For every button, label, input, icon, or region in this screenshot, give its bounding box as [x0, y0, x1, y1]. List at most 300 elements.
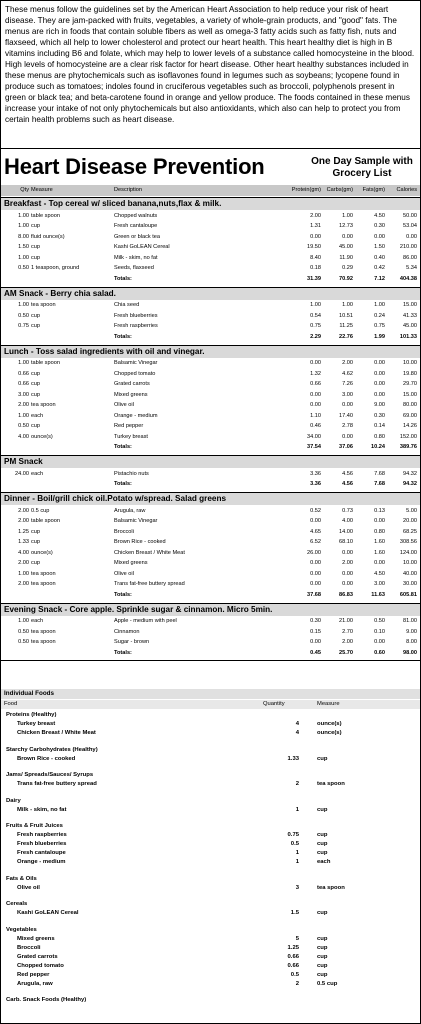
item-measure: cup — [317, 953, 328, 960]
cell-fats: 0.42 — [374, 265, 385, 271]
item-name: Kashi GoLEAN Cereal — [17, 910, 79, 916]
cell-protein: 0.00 — [310, 570, 321, 577]
cell-qty: 2.00 — [18, 581, 29, 587]
cell-carbs: 0.00 — [342, 549, 353, 556]
totals-label: Totals: — [114, 649, 132, 656]
cell-calories: 19.80 — [403, 370, 417, 377]
total-carbs: 86.83 — [339, 591, 353, 598]
cell-protein: 1.32 — [310, 370, 321, 377]
cell-carbs: 3.00 — [342, 391, 353, 398]
cell-qty: 1.33 — [18, 539, 29, 545]
cell-measure: ounce(s) — [31, 549, 53, 556]
meal-section-title: Dinner - Boil/grill chick oil.Potato w/spread. Salad greens — [1, 492, 420, 505]
meal-section-title: PM Snack — [1, 455, 420, 468]
cell-measure: cup — [31, 381, 41, 387]
cell-fats: 1.60 — [374, 539, 385, 545]
cell-fats: 7.68 — [374, 470, 385, 477]
cell-protein: 0.18 — [310, 265, 321, 271]
item-measure: cup — [317, 806, 328, 813]
cell-description: Olive oil — [114, 570, 134, 577]
cell-carbs: 2.70 — [342, 628, 353, 635]
cell-carbs: 68.10 — [339, 539, 353, 545]
food-category — [1, 797, 420, 806]
total-fats: 1.99 — [374, 333, 385, 340]
item-measure: cup — [317, 850, 328, 856]
cell-fats: 0.00 — [374, 639, 385, 645]
total-fats: 7.68 — [374, 481, 385, 487]
cell-fats: 9.00 — [374, 402, 385, 408]
cell-carbs: 21.00 — [339, 618, 353, 624]
cell-measure: cup — [31, 560, 41, 566]
item-name: Orange - medium — [17, 859, 66, 865]
food-row — [1, 569, 420, 580]
cell-fats: 1.60 — [374, 549, 385, 556]
cell-calories: 86.00 — [403, 254, 417, 261]
food-row — [1, 432, 420, 443]
cell-calories: 152.00 — [399, 433, 417, 440]
cell-measure: tea spoon — [31, 581, 56, 587]
food-row — [1, 263, 420, 274]
col-measure: Measure — [31, 187, 53, 193]
cell-fats: 0.00 — [374, 560, 385, 566]
cell-calories: 53.04 — [403, 223, 417, 229]
cell-protein: 1.00 — [310, 302, 321, 308]
grocery-item — [1, 840, 420, 849]
cell-measure: each — [31, 412, 44, 419]
cell-measure: cup — [31, 223, 41, 229]
col-fats: Fats(gm) — [362, 187, 385, 193]
item-name: Mixed greens — [17, 935, 55, 942]
item-quantity: 3 — [295, 884, 299, 891]
item-measure: cup — [317, 962, 328, 969]
food-category — [1, 926, 420, 935]
total-calories: 605.81 — [399, 591, 417, 598]
item-measure: cup — [317, 944, 328, 951]
cell-fats: 0.80 — [374, 433, 385, 440]
item-name: Brown Rice - cooked — [17, 755, 76, 762]
cell-fats: 0.24 — [374, 312, 385, 319]
cell-measure: cup — [31, 254, 41, 261]
grocery-item — [1, 780, 420, 789]
item-quantity: 1 — [295, 850, 299, 856]
cell-description: Orange - medium — [114, 412, 158, 419]
food-row — [1, 242, 420, 253]
cell-carbs: 11.25 — [339, 323, 353, 329]
grocery-item — [1, 729, 420, 738]
cell-protein: 0.00 — [310, 518, 321, 524]
cell-measure: tea spoon — [31, 570, 56, 577]
page-subtitle: One Day Sample with Grocery List — [311, 156, 413, 179]
cell-protein: 0.75 — [310, 323, 321, 329]
food-row — [1, 637, 420, 648]
cell-protein: 0.46 — [310, 423, 321, 429]
cell-carbs: 14.00 — [339, 528, 353, 535]
cell-fats: 0.00 — [374, 360, 385, 366]
cell-calories: 10.00 — [403, 560, 417, 566]
cell-protein: 8.40 — [310, 254, 321, 261]
cell-carbs: 2.00 — [342, 360, 353, 366]
cell-measure: 1 teaspoon, ground — [31, 265, 80, 271]
grocery-item — [1, 962, 420, 971]
cell-qty: 1.00 — [18, 212, 29, 219]
cell-fats: 0.10 — [374, 628, 385, 635]
cell-measure: cup — [31, 528, 41, 535]
cell-carbs: 2.00 — [342, 639, 353, 645]
cell-qty: 0.66 — [18, 381, 29, 387]
cell-measure: tea spoon — [31, 402, 56, 408]
food-row — [1, 390, 420, 401]
cell-calories: 40.00 — [403, 570, 417, 577]
cell-carbs: 1.00 — [342, 212, 353, 219]
cell-description: Fresh raspberries — [114, 323, 158, 329]
cell-measure: each — [31, 470, 44, 477]
total-protein: 2.29 — [310, 333, 321, 340]
total-fats: 7.12 — [374, 275, 385, 282]
grocery-item — [1, 755, 420, 764]
category-name: Starchy Carbohydrates (Healthy) — [6, 746, 98, 753]
cell-description: Fresh blueberries — [114, 312, 158, 319]
total-protein: 3.36 — [310, 481, 321, 487]
total-carbs: 25.70 — [339, 649, 353, 656]
cell-calories: 0.00 — [406, 233, 417, 240]
total-calories: 101.33 — [399, 333, 417, 340]
total-fats: 11.63 — [371, 591, 385, 598]
cell-fats: 0.14 — [374, 423, 385, 429]
cell-measure: table spoon — [31, 360, 60, 366]
cell-description: Milk - skim, no fat — [114, 254, 158, 261]
totals-label: Totals: — [114, 333, 132, 340]
item-quantity: 1 — [295, 859, 299, 865]
cell-description: Chopped walnuts — [114, 212, 158, 219]
cell-description: Mixed greens — [114, 391, 148, 398]
cell-measure: cup — [31, 312, 41, 319]
totals-label: Totals: — [114, 481, 132, 487]
grocery-item — [1, 720, 420, 729]
cell-protein: 6.52 — [310, 539, 321, 545]
total-protein: 37.54 — [307, 444, 321, 450]
cell-description: Brown Rice - cooked — [114, 539, 166, 545]
cell-calories: 210.00 — [399, 244, 417, 250]
cell-fats: 1.00 — [374, 302, 385, 308]
total-fats: 0.60 — [374, 649, 385, 656]
cell-calories: 14.26 — [403, 423, 417, 429]
cell-qty: 3.00 — [18, 391, 29, 398]
totals-label: Totals: — [114, 444, 132, 450]
food-row — [1, 537, 420, 548]
cell-fats: 0.40 — [374, 254, 385, 261]
cell-calories: 15.00 — [403, 302, 417, 308]
item-measure: cup — [317, 971, 328, 978]
cell-description: Chopped tomato — [114, 370, 156, 377]
item-measure: cup — [317, 935, 328, 942]
cell-qty: 0.50 — [18, 628, 29, 635]
cell-protein: 0.00 — [310, 360, 321, 366]
grocery-item — [1, 909, 420, 918]
cell-qty: 1.00 — [18, 570, 29, 577]
total-calories: 389.76 — [399, 444, 417, 450]
cell-protein: 1.31 — [310, 223, 321, 229]
cell-protein: 0.00 — [310, 560, 321, 566]
food-row — [1, 300, 420, 311]
food-category — [1, 711, 420, 720]
cell-description: Pistachio nuts — [114, 470, 149, 477]
cell-description: Olive oil — [114, 402, 134, 408]
cell-calories: 8.00 — [406, 639, 417, 645]
cell-qty: 2.00 — [18, 518, 29, 524]
food-row — [1, 579, 420, 590]
cell-protein: 19.50 — [307, 244, 321, 250]
cell-qty: 8.00 — [18, 233, 29, 240]
item-name: Chopped tomato — [17, 962, 64, 969]
cell-protein: 0.52 — [310, 507, 321, 514]
cell-calories: 69.00 — [403, 412, 417, 419]
cell-calories: 5.34 — [406, 265, 417, 271]
item-measure: cup — [317, 910, 328, 916]
cell-fats: 0.00 — [374, 370, 385, 377]
total-calories: 94.32 — [403, 481, 417, 487]
cell-carbs: 0.00 — [342, 581, 353, 587]
page-header — [1, 151, 420, 185]
grocery-item — [1, 884, 420, 893]
food-row — [1, 548, 420, 559]
food-row — [1, 421, 420, 432]
item-quantity: 5 — [295, 935, 299, 942]
item-name: Fresh blueberries — [17, 841, 67, 847]
cell-description: Green or black tea — [114, 233, 161, 240]
cell-qty: 2.00 — [18, 402, 29, 408]
cell-qty: 2.00 — [18, 560, 29, 566]
cell-protein: 0.00 — [310, 581, 321, 587]
grocery-item — [1, 953, 420, 962]
item-quantity: 1.33 — [287, 755, 299, 762]
item-name: Arugula, raw — [17, 980, 53, 987]
cell-qty: 0.66 — [18, 370, 29, 377]
if-col-quantity: Quantity — [263, 701, 285, 707]
cell-calories: 50.00 — [403, 212, 417, 219]
cell-measure: cup — [31, 539, 41, 545]
item-name: Turkey breast — [17, 721, 56, 727]
cell-protein: 0.66 — [310, 381, 321, 387]
cell-carbs: 10.51 — [339, 312, 353, 319]
cell-qty: 4.00 — [18, 549, 29, 556]
item-name: Grated carrots — [17, 953, 58, 960]
cell-measure: table spoon — [31, 212, 60, 219]
total-protein: 0.45 — [310, 649, 321, 656]
cell-qty: 0.75 — [18, 323, 29, 329]
cell-description: Apple - medium with peel — [114, 618, 177, 624]
meal-section-title: AM Snack - Berry chia salad. — [1, 287, 420, 300]
grocery-item — [1, 980, 420, 989]
cell-calories: 80.00 — [403, 402, 417, 408]
category-name: Fruits & Fruit Juices — [6, 823, 63, 829]
cell-measure: cup — [31, 323, 41, 329]
item-name: Olive oil — [17, 884, 40, 891]
cell-carbs: 0.73 — [342, 507, 353, 514]
if-col-food: Food — [4, 701, 18, 707]
food-category — [1, 746, 420, 755]
item-measure: ounce(s) — [317, 730, 342, 736]
cell-protein: 0.30 — [310, 618, 321, 624]
item-quantity: 1.5 — [290, 910, 299, 916]
cell-qty: 1.00 — [18, 360, 29, 366]
cell-fats: 4.50 — [374, 570, 385, 577]
item-quantity: 0.75 — [287, 832, 299, 838]
cell-description: Grated carrots — [114, 381, 150, 387]
cell-measure: fluid ounce(s) — [31, 233, 65, 240]
cell-description: Chicken Breast / White Meat — [114, 549, 185, 556]
totals-row — [1, 479, 420, 490]
cell-protein: 3.36 — [310, 470, 321, 477]
meal-section-title: Breakfast - Top cereal w/ sliced banana,nuts,flax & milk. — [1, 197, 420, 210]
cell-description: Turkey breast — [114, 433, 148, 440]
cell-description: Fresh cantaloupe — [114, 223, 158, 229]
item-name: Trans fat-free buttery spread — [17, 781, 97, 787]
item-quantity: 0.5 — [290, 841, 299, 847]
col-calories: Calories — [396, 187, 417, 193]
col-description: Description — [114, 187, 142, 193]
category-name: Vegetables — [6, 926, 37, 933]
cell-qty: 1.00 — [18, 618, 29, 624]
totals-label: Totals: — [114, 275, 132, 282]
category-name: Jams/ Spreads/Sauces/ Syrups — [6, 772, 94, 778]
cell-fats: 0.50 — [374, 618, 385, 624]
grocery-item — [1, 806, 420, 815]
cell-calories: 94.32 — [403, 470, 417, 477]
cell-description: Broccoli — [114, 528, 134, 535]
item-measure: 0.5 cup — [317, 980, 338, 987]
cell-qty: 1.00 — [18, 223, 29, 229]
category-name: Fats & Oils — [6, 875, 37, 882]
cell-calories: 41.33 — [403, 312, 417, 319]
totals-row — [1, 442, 420, 453]
cell-qty: 1.00 — [18, 254, 29, 261]
cell-qty: 1.00 — [18, 302, 29, 308]
cell-carbs: 0.29 — [342, 265, 353, 271]
cell-calories: 308.56 — [399, 539, 417, 545]
cell-fats: 0.13 — [374, 507, 385, 514]
cell-qty: 0.50 — [18, 312, 29, 319]
cell-calories: 81.00 — [403, 618, 417, 624]
item-quantity: 0.66 — [287, 953, 299, 960]
food-row — [1, 253, 420, 264]
cell-calories: 9.00 — [406, 628, 417, 635]
intro-paragraph: These menus follow the guidelines set by the American Heart Association to help reduce your risk of heart disease. They are jam-packed with fruits, vegetables, a variety of whole-grain products, and "good" fats. The menus are rich in foods that contain soluble fibers as well as omega-3 fatty acids such as fatty fish, nuts and flaxseed, which all help to lower cholesterol and protect our heart health. This heart healthy diet is high in B vitamins including B6 and folate, which may help to lower levels of a substance called homocysteine in the blood. High levels of homocysteine are a clear risk factor for heart disease. Other heart healthy substances included in these menus are phytochemicals such as isoflavones found in legumes such as soybeans; lycopene found in produce such as tomatoes; indoles found in cruciferous vegetables such as broccoli, polyphenols present in green or black tea; and beta-carotene found in orange and yellow produce. The foods contained in these menus increase your intake of not only phytochemicals but also antioxidants, which also can help to protect you from certain health problems such as heart disease. — [1, 1, 420, 149]
cell-measure: cup — [31, 244, 41, 250]
item-measure: tea spoon — [317, 884, 345, 891]
food-row — [1, 379, 420, 390]
item-quantity: 1 — [295, 806, 299, 813]
total-carbs: 37.06 — [339, 444, 353, 450]
cell-protein: 0.00 — [310, 391, 321, 398]
individual-foods-columns — [1, 700, 420, 709]
cell-qty: 2.00 — [18, 507, 29, 514]
food-row — [1, 358, 420, 369]
food-row — [1, 558, 420, 569]
col-carbs: Carbs(gm) — [326, 187, 353, 193]
cell-carbs: 4.56 — [342, 470, 353, 477]
cell-measure: table spoon — [31, 518, 60, 524]
food-category — [1, 875, 420, 884]
cell-calories: 10.00 — [403, 360, 417, 366]
cell-fats: 4.50 — [374, 212, 385, 219]
food-row — [1, 400, 420, 411]
if-col-measure: Measure — [317, 701, 340, 707]
food-row — [1, 469, 420, 480]
food-category — [1, 822, 420, 831]
cell-carbs: 17.40 — [339, 412, 353, 419]
cell-protein: 26.00 — [307, 549, 321, 556]
total-carbs: 4.56 — [342, 481, 353, 487]
item-quantity: 4 — [295, 721, 299, 727]
totals-row — [1, 590, 420, 601]
cell-qty: 0.50 — [18, 423, 29, 429]
food-row — [1, 411, 420, 422]
food-row — [1, 321, 420, 332]
cell-qty: 24.00 — [15, 470, 29, 477]
total-carbs: 70.92 — [339, 275, 353, 282]
item-measure: cup — [317, 755, 328, 762]
cell-carbs: 45.00 — [339, 244, 353, 250]
totals-label: Totals: — [114, 591, 132, 598]
cell-qty: 1.50 — [18, 244, 29, 250]
cell-protein: 0.00 — [310, 233, 321, 240]
cell-qty: 0.50 — [18, 265, 29, 271]
cell-calories: 68.25 — [403, 528, 417, 535]
cell-fats: 0.80 — [374, 528, 385, 535]
food-row — [1, 369, 420, 380]
cell-carbs: 0.00 — [342, 233, 353, 240]
cell-protein: 0.54 — [310, 312, 321, 319]
cell-carbs: 0.00 — [342, 433, 353, 440]
food-row — [1, 221, 420, 232]
item-quantity: 4 — [295, 730, 299, 736]
cell-fats: 0.00 — [374, 233, 385, 240]
category-name: Cereals — [6, 901, 28, 907]
cell-carbs: 2.78 — [342, 423, 353, 429]
item-quantity: 2 — [295, 781, 299, 787]
cell-measure: tea spoon — [31, 639, 56, 645]
table-column-header — [1, 185, 420, 196]
item-name: Red pepper — [17, 971, 50, 978]
grocery-item — [1, 971, 420, 980]
cell-fats: 0.75 — [374, 323, 385, 329]
food-row — [1, 516, 420, 527]
cell-carbs: 0.00 — [342, 402, 353, 408]
food-row — [1, 616, 420, 627]
food-row — [1, 211, 420, 222]
item-name: Fresh cantaloupe — [17, 850, 66, 856]
category-name: Carb. Snack Foods (Healthy) — [6, 997, 87, 1003]
food-row — [1, 527, 420, 538]
cell-calories: 45.00 — [403, 323, 417, 329]
cell-description: Seeds, flaxseed — [114, 265, 154, 271]
cell-carbs: 4.62 — [342, 370, 353, 377]
total-carbs: 22.76 — [339, 333, 353, 340]
cell-measure: cup — [31, 370, 41, 377]
cell-qty: 1.00 — [18, 412, 29, 419]
cell-fats: 3.00 — [374, 581, 385, 587]
cell-description: Cinnamon — [114, 628, 140, 635]
cell-fats: 0.30 — [374, 223, 385, 229]
cell-description: Trans fat-free buttery spread — [114, 581, 185, 587]
total-calories: 404.38 — [399, 275, 417, 282]
food-category — [1, 996, 420, 1005]
cell-fats: 0.00 — [374, 518, 385, 524]
cell-protein: 2.00 — [310, 212, 321, 219]
col-qty: Qty — [20, 187, 29, 193]
item-measure: ounce(s) — [317, 721, 342, 727]
food-row — [1, 232, 420, 243]
